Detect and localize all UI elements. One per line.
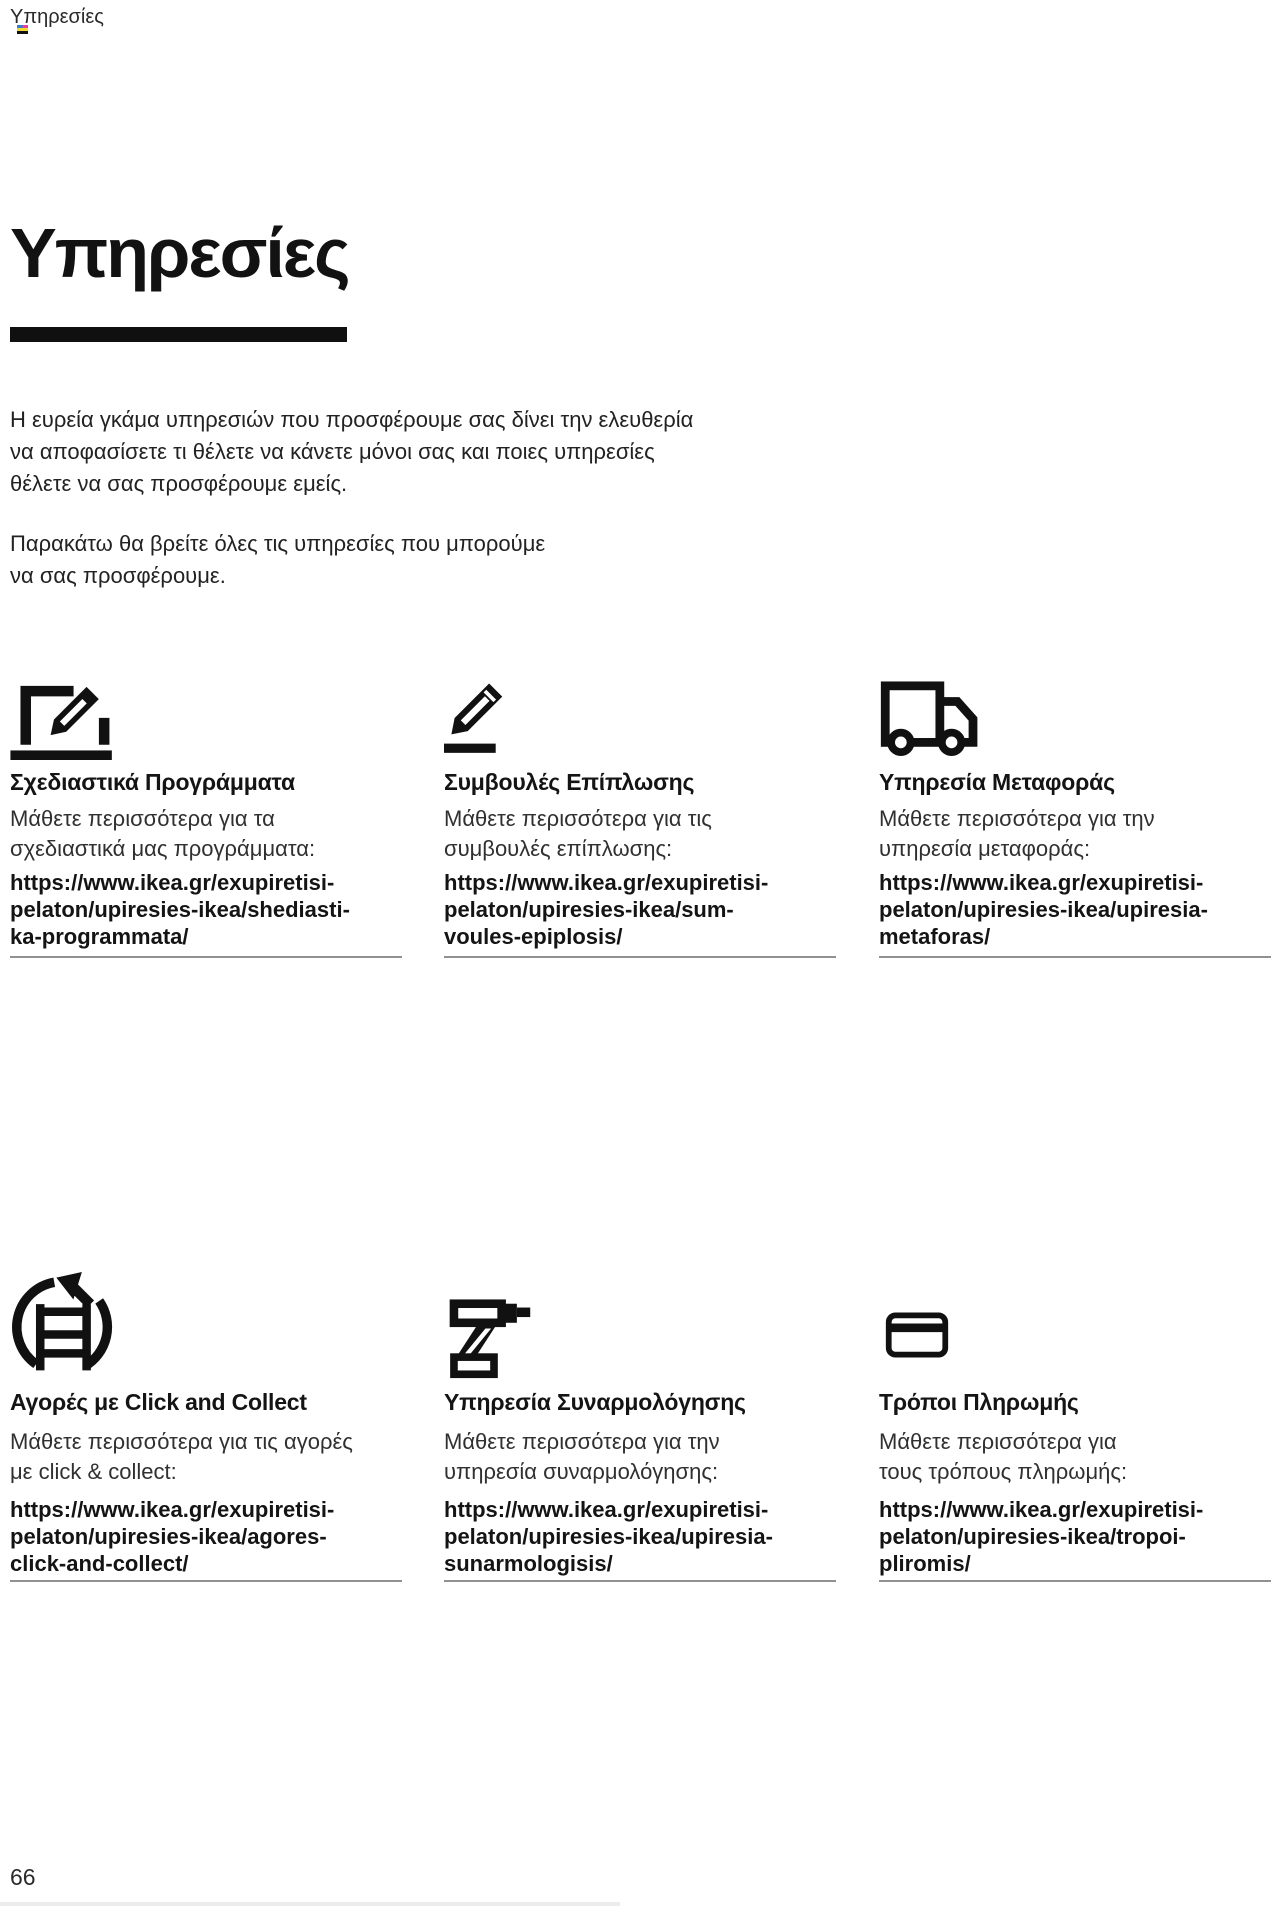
service-description-line: Μάθετε περισσότερα για την <box>879 806 1155 831</box>
service-link-line[interactable]: click-and-collect/ <box>10 1551 189 1576</box>
page-title: Υπηρεσίες <box>10 213 349 292</box>
pencil-icon <box>444 675 516 755</box>
service-link[interactable] <box>444 1496 773 1577</box>
service-link-line[interactable]: pelaton/upiresies-ikea/agores- <box>10 1524 327 1549</box>
intro-line: να αποφασίσετε τι θέλετε να κάνετε μόνοι σας και ποιες υπηρεσίες <box>10 439 655 464</box>
service-link[interactable] <box>444 869 768 950</box>
intro-line: θέλετε να σας προσφέρουμε εμείς. <box>10 471 348 496</box>
service-description-line: συμβουλές επίπλωσης: <box>444 836 673 861</box>
service-link-line[interactable]: metaforas/ <box>879 924 991 949</box>
service-title: Αγορές με Click and Collect <box>10 1389 307 1415</box>
service-description <box>10 804 315 864</box>
service-link-line[interactable]: pliromis/ <box>879 1551 971 1576</box>
service-card-design-programs <box>10 672 402 958</box>
service-description-line: υπηρεσία μεταφοράς: <box>879 836 1091 861</box>
service-link-line[interactable]: pelaton/upiresies-ikea/upiresia- <box>444 1524 773 1549</box>
service-link-line[interactable]: sunarmologisis/ <box>444 1551 613 1576</box>
divider <box>10 1580 402 1582</box>
service-card-payment-methods <box>879 1272 1271 1582</box>
laptop-pencil-icon <box>10 672 118 760</box>
service-card-delivery <box>879 672 1271 958</box>
service-description-line: με click & collect: <box>10 1459 177 1484</box>
service-description <box>444 804 712 864</box>
service-link-line[interactable]: https://www.ikea.gr/exupiretisi- <box>444 870 769 895</box>
service-card-click-and-collect <box>10 1272 402 1582</box>
service-link-line[interactable]: https://www.ikea.gr/exupiretisi- <box>879 1497 1204 1522</box>
intro-line: να σας προσφέρουμε. <box>10 563 226 588</box>
service-description-line: υπηρεσία συναρμολόγησης: <box>444 1459 719 1484</box>
service-description <box>879 1427 1127 1487</box>
intro-line: Παρακάτω θα βρείτε όλες τις υπηρεσίες που μπορούμε <box>10 531 546 556</box>
running-header: Υπηρεσίες <box>10 6 104 28</box>
service-description-line: Μάθετε περισσότερα για τα <box>10 806 275 831</box>
truck-icon <box>879 680 989 758</box>
divider <box>444 1580 836 1582</box>
service-link-line[interactable]: pelaton/upiresies-ikea/tropoi- <box>879 1524 1186 1549</box>
service-link-line[interactable]: https://www.ikea.gr/exupiretisi- <box>879 870 1204 895</box>
service-title: Συμβουλές Επίπλωσης <box>444 769 695 795</box>
service-card-assembly <box>444 1272 836 1582</box>
service-description-line: Μάθετε περισσότερα για τις <box>444 806 712 831</box>
service-title: Υπηρεσία Συναρμολόγησης <box>444 1389 746 1415</box>
service-description <box>10 1427 353 1487</box>
service-card-furnishing-advice <box>444 672 836 958</box>
service-link[interactable] <box>10 1496 334 1577</box>
service-link[interactable] <box>10 869 350 950</box>
credit-card-icon <box>885 1312 949 1358</box>
service-link[interactable] <box>879 1496 1203 1577</box>
service-title: Τρόποι Πληρωμής <box>879 1389 1079 1415</box>
service-description <box>879 804 1155 864</box>
click-and-collect-icon <box>8 1272 116 1378</box>
intro-paragraph-2 <box>10 528 545 592</box>
divider <box>444 956 836 958</box>
service-link-line[interactable]: ka-programmata/ <box>10 924 189 949</box>
divider <box>879 1580 1271 1582</box>
service-description-line: σχεδιαστικά μας προγράμματα: <box>10 836 316 861</box>
divider <box>10 956 402 958</box>
service-link-line[interactable]: pelaton/upiresies-ikea/sum- <box>444 897 734 922</box>
service-link-line[interactable]: voules-epiplosis/ <box>444 924 623 949</box>
service-link-line[interactable]: pelaton/upiresies-ikea/shediasti- <box>10 897 350 922</box>
page-number: 66 <box>10 1864 36 1890</box>
divider <box>879 956 1271 958</box>
service-description-line: τους τρόπους πληρωμής: <box>879 1459 1128 1484</box>
service-description-line: Μάθετε περισσότερα για τις αγορές <box>10 1429 353 1454</box>
intro-paragraph-1 <box>10 404 693 500</box>
drill-icon <box>446 1298 542 1380</box>
service-link-line[interactable]: https://www.ikea.gr/exupiretisi- <box>444 1497 769 1522</box>
service-link-line[interactable]: pelaton/upiresies-ikea/upiresia- <box>879 897 1208 922</box>
service-link-line[interactable]: https://www.ikea.gr/exupiretisi- <box>10 1497 335 1522</box>
service-description-line: Μάθετε περισσότερα για την <box>444 1429 720 1454</box>
intro-line: Η ευρεία γκάμα υπηρεσιών που προσφέρουμε σας δίνει την ελευθερία <box>10 407 694 432</box>
service-title: Σχεδιαστικά Προγράμματα <box>10 769 295 795</box>
service-description <box>444 1427 720 1487</box>
title-rule <box>10 327 347 342</box>
service-description-line: Μάθετε περισσότερα για <box>879 1429 1117 1454</box>
service-title: Υπηρεσία Μεταφοράς <box>879 769 1115 795</box>
service-link[interactable] <box>879 869 1208 950</box>
service-link-line[interactable]: https://www.ikea.gr/exupiretisi- <box>10 870 335 895</box>
page-bottom-edge <box>0 1902 620 1906</box>
